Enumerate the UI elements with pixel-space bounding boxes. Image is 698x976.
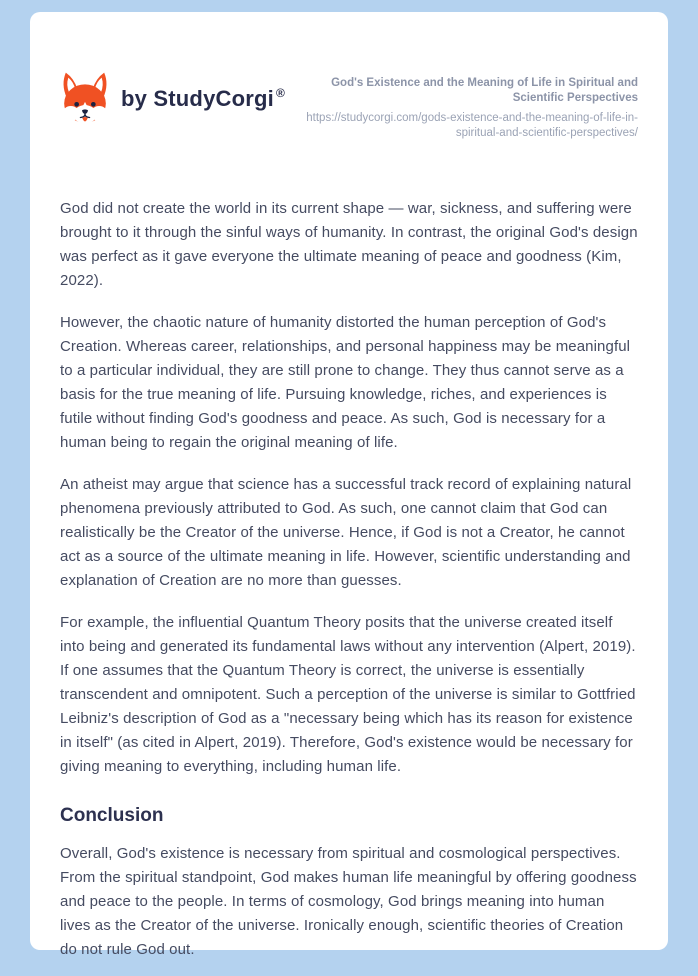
essay-paragraph: For example, the influential Quantum Theory posits that the universe created itself into being and generated its fundamental laws without any intervention (Alpert, 2019). If one assumes that the Quantum Theory is correct, the universe is essentially transcendent and omnipotent. Such a perception of the universe is similar to Gottfried Leibniz's description of God as a "necessary being which has its reason for existence in itself" (as cited in Alpert, 2019). Therefore, God's existence would be necessary for giving meaning to everything, including human life. bbox=[60, 614, 636, 775]
conclusion-heading: Conclusion bbox=[60, 805, 164, 826]
essay-body bbox=[60, 197, 638, 962]
essay-paragraph: However, the chaotic nature of humanity distorted the human perception of God's Creation. Whereas career, relationships, and personal happiness may be meaningful to a particular individual, they are still prone to change. They thus cannot serve as a basis for the true meaning of life. Pursuing knowledge, riches, and experiences is futile without finding God's goodness and peace. As such, God is necessary for a human being to regain the original meaning of life. bbox=[60, 314, 631, 451]
essay-paragraph: God did not create the world in its current shape — war, sickness, and suffering were brought to it through the sinful ways of humanity. In contrast, the original God's design was perfect as it gave everyone the ultimate meaning of peace and goodness (Kim, 2022). bbox=[60, 200, 638, 289]
brand-label: by StudyCorgi bbox=[121, 85, 274, 111]
registered-mark: ® bbox=[275, 86, 285, 101]
corgi-logo-icon bbox=[60, 70, 110, 127]
document-title: God's Existence and the Meaning of Life in Spiritual and Scientific Perspectives bbox=[331, 77, 638, 104]
document-card bbox=[30, 12, 668, 958]
document-meta bbox=[286, 68, 638, 140]
document-url-link[interactable]: https://studycorgi.com/gods-existence-and-the-meaning-of-life-in-spiritual-and-scientific-perspectives/ bbox=[306, 112, 638, 139]
brand-text bbox=[121, 86, 285, 112]
studycorgi-logo bbox=[60, 68, 285, 127]
document-header bbox=[60, 68, 638, 140]
conclusion-paragraph: Overall, God's existence is necessary from spiritual and cosmological perspectives. From the spiritual standpoint, God makes human life meaningful by offering goodness and peace to the people. In terms of cosmology, God brings meaning into human lives as the Creator of the universe. Ironically enough, scientific theories of Creation do not rule God out. bbox=[60, 845, 637, 958]
essay-paragraph: An atheist may argue that science has a successful track record of explaining natural phenomena previously attributed to God. As such, one cannot claim that God can realistically be the Creator of the universe. Hence, if God is not a Creator, he cannot act as a source of the ultimate meaning in life. However, scientific understanding and explanation of Creation are no more than guesses. bbox=[60, 476, 632, 589]
